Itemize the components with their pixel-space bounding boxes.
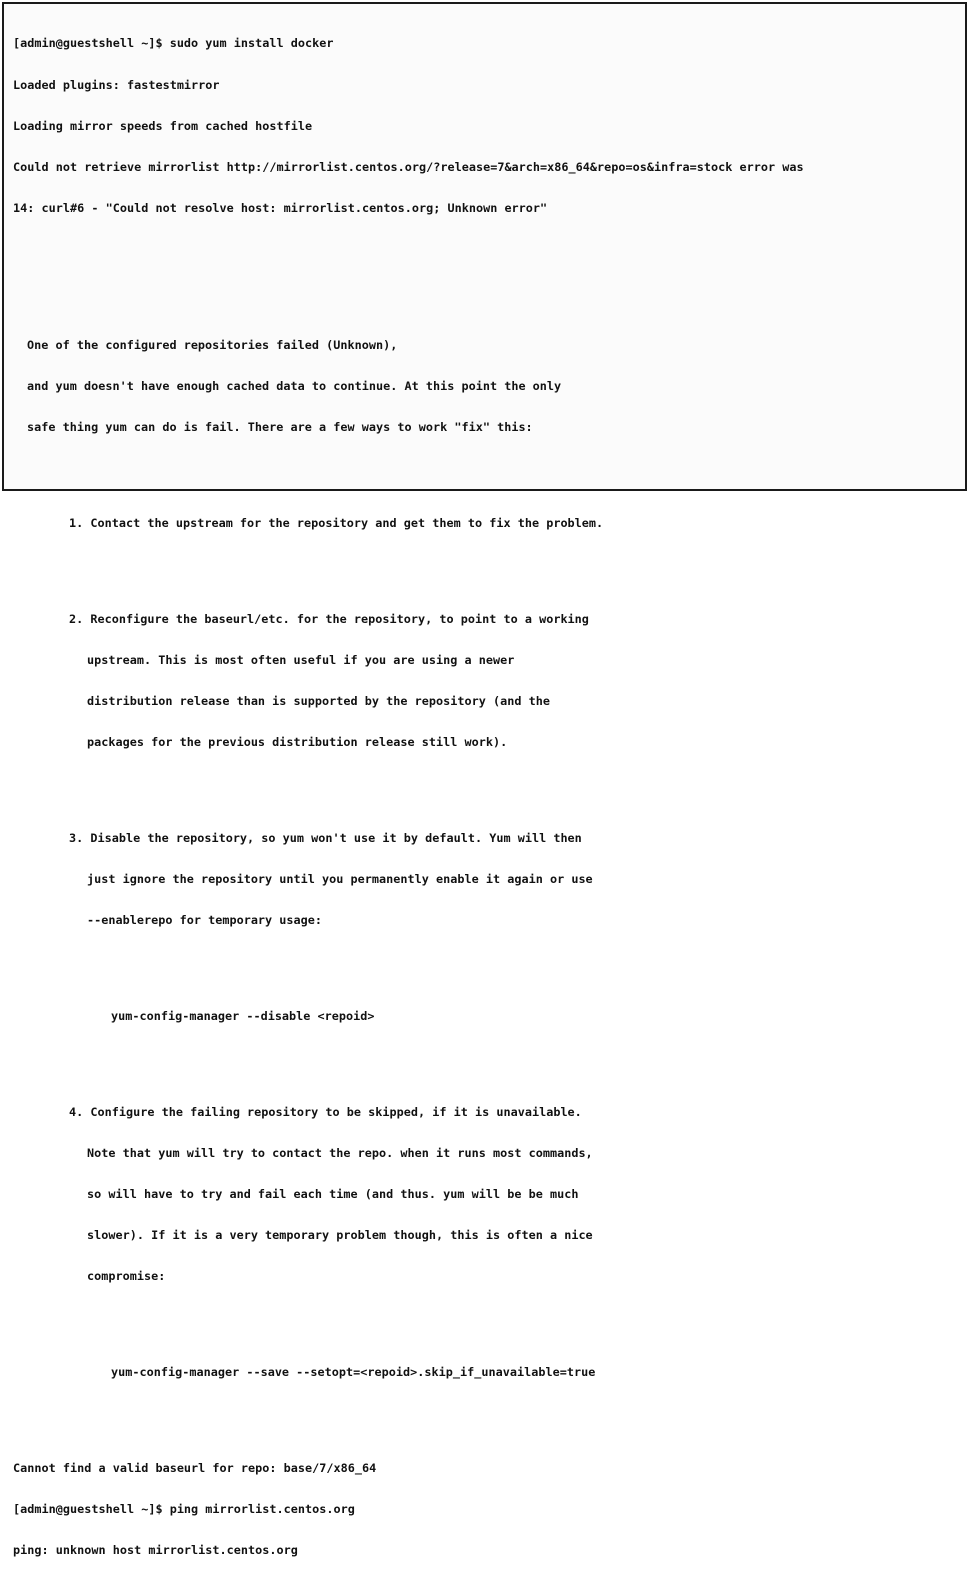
terminal-line-loading-mirror: Loading mirror speeds from cached hostfile <box>13 118 313 133</box>
terminal-line-option-4-cont: slower). If it is a very temporary problem though, this is often a nice <box>87 1228 593 1243</box>
terminal-line-repo-failed: One of the configured repositories failed (Unknown), <box>27 337 398 352</box>
terminal-line-option-3: 3. Disable the repository, so yum won't use it by default. Yum will then <box>69 830 582 845</box>
terminal-window[interactable] <box>2 2 967 1558</box>
terminal-line-option-4-cont: compromise: <box>87 1269 166 1284</box>
terminal-line-option-3-cont: --enablerepo for temporary usage: <box>87 913 323 928</box>
terminal-line-option-4-cont: so will have to try and fail each time (and thus. yum will be be much <box>87 1187 579 1202</box>
terminal-line-blank <box>13 777 804 791</box>
terminal-line-blank <box>13 558 804 572</box>
terminal-line-blank <box>13 1051 804 1065</box>
terminal-line-option-3-cont: just ignore the repository until you permanently enable it again or use <box>87 872 593 886</box>
terminal-line-baseurl-error: Cannot find a valid baseurl for repo: base/7/x86_64 <box>13 1461 377 1476</box>
terminal-line-option-2-cont: packages for the previous distribution release still work). <box>87 735 508 750</box>
terminal-line-safe-thing: safe thing yum can do is fail. There are a few ways to work "fix" this: <box>27 419 533 434</box>
terminal-line-option-2-cont: distribution release than is supported by the repository (and the <box>87 693 550 708</box>
terminal-line-option-4-cont: Note that yum will try to contact the repo. when it runs most commands, <box>87 1145 593 1160</box>
terminal-line-blank <box>13 1407 804 1421</box>
terminal-line-curl-error: 14: curl#6 - "Could not resolve host: mirrorlist.centos.org; Unknown error" <box>13 200 548 215</box>
terminal-line-option-1: 1. Contact the upstream for the repository and get them to fix the problem. <box>69 515 604 530</box>
terminal-line-blank <box>13 462 804 476</box>
terminal-line-blank <box>13 1311 804 1325</box>
terminal-line-command-ping: [admin@guestshell ~]$ ping mirrorlist.centos.org <box>13 1502 355 1517</box>
terminal-line-loaded-plugins: Loaded plugins: fastestmirror <box>13 77 220 92</box>
terminal-line-blank <box>13 284 804 298</box>
terminal-line-blank <box>13 243 804 257</box>
terminal-line-option-4: 4. Configure the failing repository to be skipped, if it is unavailable. <box>69 1104 582 1119</box>
terminal-line-disable-command: yum-config-manager --disable <repoid> <box>111 1008 375 1023</box>
terminal-line-option-2: 2. Reconfigure the baseurl/etc. for the repository, to point to a working <box>69 611 589 626</box>
terminal-line-mirrorlist-error: Could not retrieve mirrorlist http://mirrorlist.centos.org/?release=7&arch=x86_64&repo=os&infra=stock error was <box>13 159 804 174</box>
terminal-line-save-command: yum-config-manager --save --setopt=<repoid>.skip_if_unavailable=true <box>111 1365 596 1380</box>
terminal-line-blank <box>13 955 804 969</box>
terminal-line-cached-data: and yum doesn't have enough cached data to continue. At this point the only <box>27 378 562 393</box>
terminal-line-ping-result: ping: unknown host mirrorlist.centos.org <box>13 1543 298 1558</box>
terminal-output <box>13 10 804 1585</box>
terminal-line-option-2-cont: upstream. This is most often useful if you are using a newer <box>87 652 515 667</box>
terminal-line-command-install: [admin@guestshell ~]$ sudo yum install docker <box>13 36 334 51</box>
